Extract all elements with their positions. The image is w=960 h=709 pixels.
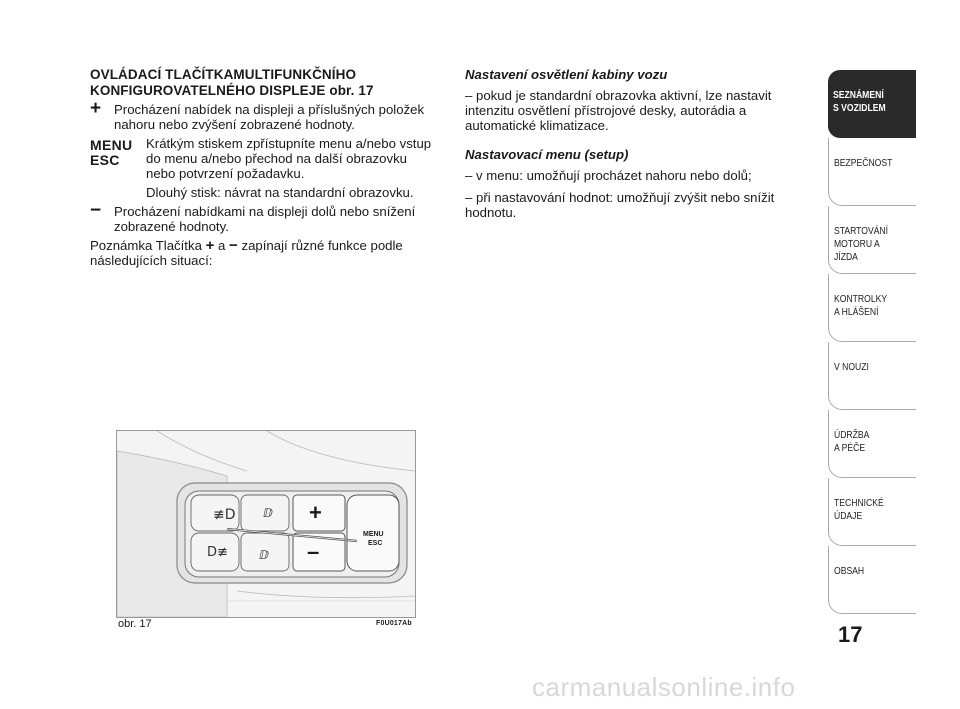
watermark: carmanualsonline.info: [532, 672, 796, 702]
section1-text: – pokud je standardní obrazovka aktivní, lze nastavit intenzitu osvětlení přístrojové desky, autorádia a automatické klimatizace.: [465, 88, 772, 133]
svg-text:≢D: ≢D: [213, 507, 236, 523]
note-text-b: a: [218, 238, 226, 253]
tab-kontrolky[interactable]: [828, 274, 916, 342]
tab-udrzba[interactable]: [828, 410, 916, 478]
minus-entry: [90, 200, 438, 234]
tab-label: SEZNÁMENÍ S VOZIDLEM: [833, 89, 886, 114]
note-minus: −: [229, 237, 238, 254]
fig-menu-label: MENU: [363, 531, 384, 538]
page-number: 17: [838, 622, 863, 647]
tab-label: BEZPEČNOST: [834, 157, 893, 169]
menu-description: Krátkým stiskem zpřístupníte menu a/nebo vstup do menu a/nebo přechod na další obrazovku nebo potvrzení požadavku.: [146, 136, 432, 181]
section1-title: Nastavení osvětlení kabiny vozu: [465, 67, 668, 82]
tab-label: V NOUZI: [834, 361, 869, 373]
tab-label: KONTROLKY A HLÁŠENÍ: [834, 293, 888, 318]
svg-text:ⅅ: ⅅ: [259, 548, 269, 562]
figure-dashboard-buttons: [116, 430, 416, 618]
left-column: [90, 67, 438, 268]
tab-startovani[interactable]: [828, 206, 916, 274]
fig-plus-label: +: [309, 500, 322, 525]
plus-entry: [90, 98, 438, 132]
minus-description: Procházení nabídkami na displeji dolů nebo snížení zobrazené hodnoty.: [114, 204, 416, 234]
section-title: [90, 67, 438, 99]
figure-reference: obr. 17: [329, 83, 374, 98]
plus-description: Procházení nabídek na displeji a příslušných položek nahoru nebo zvýšení zobrazené hodnoty.: [114, 102, 425, 132]
title-line-2: KONFIGUROVATELNÉHO DISPLEJE: [90, 83, 326, 98]
menu-label: MENU: [90, 137, 133, 153]
esc-label: ESC: [90, 152, 120, 168]
menu-long-press: Dlouhý stisk: návrat na standardní obrazovku.: [146, 185, 414, 200]
plus-symbol: +: [90, 98, 102, 119]
figure-code: F0U017Ab: [376, 620, 412, 627]
tab-technicke-udaje[interactable]: [828, 478, 916, 546]
title-line-1: OVLÁDACÍ TLAČÍTKAMULTIFUNKČNÍHO: [90, 67, 357, 82]
section2-item-1: – v menu: umožňují procházet nahoru nebo dolů;: [465, 168, 752, 183]
section2-item-2: – při nastavování hodnot: umožňují zvýšit nebo snížit hodnotu.: [465, 190, 775, 220]
tab-v-nouzi[interactable]: [828, 342, 916, 410]
fig-minus-label: –: [307, 539, 320, 564]
tab-bezpecnost[interactable]: [828, 138, 916, 206]
note-plus: +: [205, 237, 215, 254]
right-column: [465, 67, 797, 227]
note-text-c: zapínají různé funkce podle následujících situací:: [90, 238, 403, 268]
note-paragraph: [90, 238, 438, 268]
tab-seznameni[interactable]: [828, 70, 916, 138]
figure-caption: obr. 17: [118, 618, 152, 630]
tab-label: OBSAH: [834, 565, 865, 577]
minus-symbol: −: [90, 200, 102, 221]
tab-label: STARTOVÁNÍ MOTORU A JÍZDA: [834, 225, 889, 263]
svg-text:ⅅ: ⅅ: [263, 506, 273, 520]
menu-esc-entry: [90, 136, 438, 181]
tab-obsah[interactable]: [828, 546, 916, 614]
chapter-sidebar: [828, 70, 916, 614]
section2-title: Nastavovací menu (setup): [465, 147, 629, 162]
dashboard-illustration: [117, 431, 415, 617]
svg-text:D≢: D≢: [207, 545, 228, 560]
fig-esc-label: ESC: [368, 540, 383, 547]
menu-esc-symbol: [90, 138, 132, 168]
tab-label: ÚDRŽBA A PÉČE: [834, 429, 870, 454]
note-text-a: Poznámka Tlačítka: [90, 238, 202, 253]
tab-label: TECHNICKÉ ÚDAJE: [834, 497, 884, 522]
